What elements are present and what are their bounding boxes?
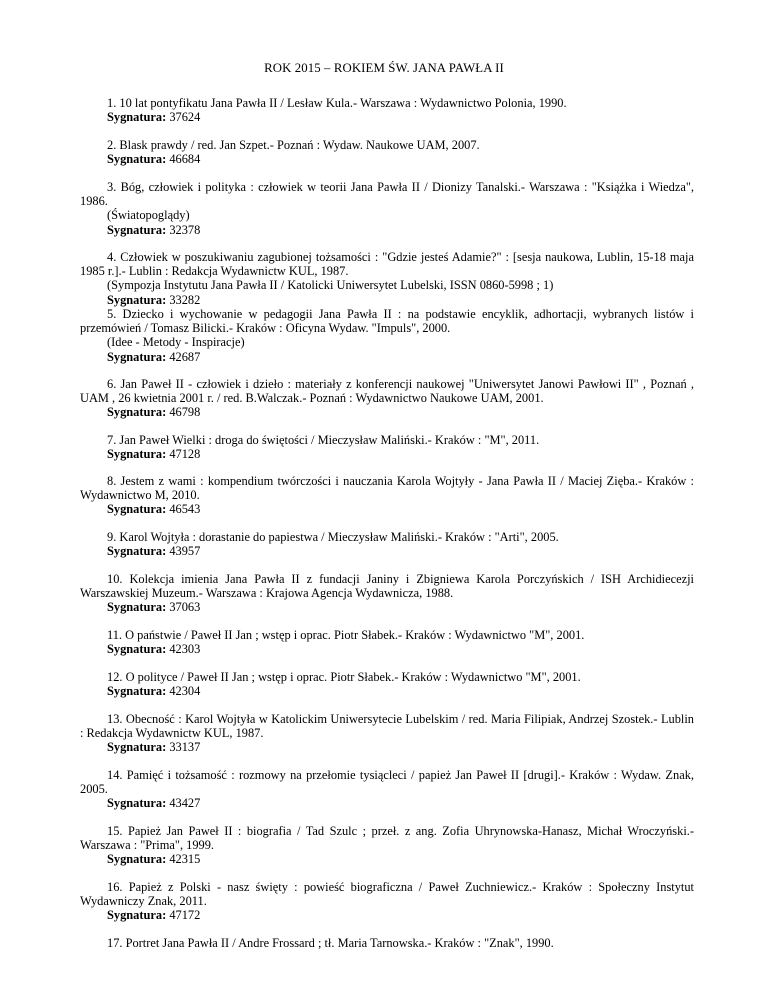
entry-description: 2. Blask prawdy / red. Jan Szpet.- Poznań : Wydaw. Naukowe UAM, 2007. bbox=[107, 138, 480, 152]
entry-7 bbox=[80, 433, 694, 461]
signature-value: 47128 bbox=[169, 447, 201, 462]
entry-description: 16. Papież z Polski - nasz święty : powieść biograficzna / Paweł Zuchniewicz.- Kraków : Społeczny Instytut Wydawniczy Znak, 2011. bbox=[80, 880, 694, 909]
signature-label: Sygnatura: bbox=[107, 349, 167, 364]
entry-description: 6. Jan Paweł II - człowiek i dzieło : materiały z konferencji naukowej "Uniwersytet Janowi Pawłowi II" , Poznań , UAM , 26 kwietnia 2001 r. / red. B.Walczak.- Poznań : Wydawnictwo Naukowe UAM, 2001. bbox=[80, 377, 694, 406]
signature-value: 43957 bbox=[169, 544, 201, 559]
entry-signature bbox=[80, 852, 694, 866]
signature-label: Sygnatura: bbox=[107, 222, 167, 237]
entry-signature bbox=[80, 110, 694, 124]
entry-15 bbox=[80, 824, 694, 867]
entry-description: 5. Dziecko i wychowanie w pedagogii Jana Pawła II : na podstawie encyklik, adhortacji, wybranych listów i przemówień / Tomasz Bilicki.- Kraków : Oficyna Wydaw. "Impuls", 2000. bbox=[80, 307, 694, 336]
signature-value: 46798 bbox=[169, 405, 201, 420]
entry-signature bbox=[80, 642, 694, 656]
signature-label: Sygnatura: bbox=[107, 152, 167, 167]
signature-value: 47172 bbox=[169, 908, 201, 923]
signature-value: 43427 bbox=[169, 796, 201, 811]
entry-12 bbox=[80, 670, 694, 698]
entry-signature bbox=[80, 293, 694, 307]
signature-label: Sygnatura: bbox=[107, 796, 167, 811]
entry-signature bbox=[80, 600, 694, 614]
entry-16 bbox=[80, 880, 694, 923]
signature-label: Sygnatura: bbox=[107, 447, 167, 462]
signature-label: Sygnatura: bbox=[107, 292, 167, 307]
entry-signature bbox=[80, 908, 694, 922]
entry-description: 8. Jestem z wami : kompendium twórczości i nauczania Karola Wojtyły - Jana Pawła II / Maciej Zięba.- Kraków : Wydawnictwo M, 2010. bbox=[80, 474, 694, 503]
entry-10 bbox=[80, 572, 694, 615]
entry-5 bbox=[80, 307, 694, 364]
entry-description: 11. O państwie / Paweł II Jan ; wstęp i oprac. Piotr Słabek.- Kraków : Wydawnictwo "M", 2001. bbox=[107, 628, 585, 642]
entry-series: (Światopoglądy) bbox=[107, 208, 190, 223]
entry-9 bbox=[80, 530, 694, 558]
signature-value: 46543 bbox=[169, 502, 201, 517]
entry-description: 3. Bóg, człowiek i polityka : człowiek w teorii Jana Pawła II / Dionizy Tanalski.- Warszawa : "Książka i Wiedza", 1986. bbox=[80, 180, 694, 209]
entry-11 bbox=[80, 628, 694, 656]
entry-description: 10. Kolekcja imienia Jana Pawła II z fundacji Janiny i Zbigniewa Karola Porczyńskich / ISH Archidiecezji Warszawskiej Muzeum.- Warszawa : Krajowa Agencja Wydawnicza, 1988. bbox=[80, 572, 694, 601]
entry-14 bbox=[80, 768, 694, 811]
page-title: ROK 2015 – ROKIEM ŚW. JANA PAWŁA II bbox=[264, 61, 504, 75]
signature-value: 46684 bbox=[169, 152, 201, 167]
entry-description: 17. Portret Jana Pawła II / Andre Frossard ; tł. Maria Tarnowska.- Kraków : "Znak", 1990. bbox=[107, 936, 554, 950]
entry-signature bbox=[80, 544, 694, 558]
signature-value: 37063 bbox=[169, 600, 201, 615]
entry-description: 13. Obecność : Karol Wojtyła w Katolickim Uniwersytecie Lubelskim / red. Maria Filipiak, Andrzej Szostek.- Lublin : Redakcja Wydawnictw KUL, 1987. bbox=[80, 712, 694, 741]
entry-3 bbox=[80, 180, 694, 237]
entry-signature bbox=[80, 405, 694, 419]
entry-description: 7. Jan Paweł Wielki : droga do świętości / Mieczysław Maliński.- Kraków : "M", 2011. bbox=[107, 433, 540, 447]
signature-value: 42315 bbox=[169, 852, 201, 867]
signature-label: Sygnatura: bbox=[107, 405, 167, 420]
entry-signature bbox=[80, 447, 694, 461]
entry-series: (Sympozja Instytutu Jana Pawła II / Katolicki Uniwersytet Lubelski, ISSN 0860-5998 ; 1) bbox=[107, 278, 554, 293]
entry-description: 4. Człowiek w poszukiwaniu zagubionej tożsamości : "Gdzie jesteś Adamie?" : [sesja naukowa, Lublin, 15-18 maja 1985 r.].- Lublin : Redakcja Wydawnictw KUL, 1987. bbox=[80, 250, 694, 279]
signature-label: Sygnatura: bbox=[107, 852, 167, 867]
entry-signature bbox=[80, 152, 694, 166]
signature-label: Sygnatura: bbox=[107, 110, 167, 125]
signature-label: Sygnatura: bbox=[107, 740, 167, 755]
entry-signature bbox=[80, 350, 694, 364]
entry-8 bbox=[80, 474, 694, 517]
signature-value: 32378 bbox=[169, 222, 201, 237]
signature-label: Sygnatura: bbox=[107, 502, 167, 517]
entry-signature bbox=[80, 223, 694, 237]
entry-6 bbox=[80, 377, 694, 420]
signature-value: 42304 bbox=[169, 684, 201, 699]
entry-1 bbox=[80, 96, 694, 124]
signature-value: 42303 bbox=[169, 642, 201, 657]
entry-description: 9. Karol Wojtyła : dorastanie do papiestwa / Mieczysław Maliński.- Kraków : "Arti", 2005. bbox=[107, 530, 559, 544]
entry-signature bbox=[80, 796, 694, 810]
entry-description: 1. 10 lat pontyfikatu Jana Pawła II / Lesław Kula.- Warszawa : Wydawnictwo Polonia, 1990. bbox=[107, 96, 567, 110]
signature-label: Sygnatura: bbox=[107, 908, 167, 923]
entry-4 bbox=[80, 250, 694, 307]
signature-label: Sygnatura: bbox=[107, 684, 167, 699]
entry-13 bbox=[80, 712, 694, 755]
entry-description: 12. O polityce / Paweł II Jan ; wstęp i oprac. Piotr Słabek.- Kraków : Wydawnictwo "M", 2001. bbox=[107, 670, 581, 684]
signature-value: 42687 bbox=[169, 349, 201, 364]
entry-signature bbox=[80, 684, 694, 698]
entry-2 bbox=[80, 138, 694, 166]
entry-signature bbox=[80, 502, 694, 516]
signature-label: Sygnatura: bbox=[107, 600, 167, 615]
entry-description: 15. Papież Jan Paweł II : biografia / Tad Szulc ; przeł. z ang. Zofia Uhrynowska-Hanasz, Michał Wroczyński.- Warszawa : "Prima", 1999. bbox=[80, 824, 694, 853]
signature-value: 33137 bbox=[169, 740, 201, 755]
signature-label: Sygnatura: bbox=[107, 642, 167, 657]
entry-description: 14. Pamięć i tożsamość : rozmowy na przełomie tysiącleci / papież Jan Paweł II [drugi].- Kraków : Wydaw. Znak, 2005. bbox=[80, 768, 694, 797]
signature-value: 33282 bbox=[169, 292, 201, 307]
signature-value: 37624 bbox=[169, 110, 201, 125]
entry-17 bbox=[80, 936, 694, 950]
signature-label: Sygnatura: bbox=[107, 544, 167, 559]
entry-series: (Idee - Metody - Inspiracje) bbox=[107, 335, 245, 350]
entry-signature bbox=[80, 740, 694, 754]
